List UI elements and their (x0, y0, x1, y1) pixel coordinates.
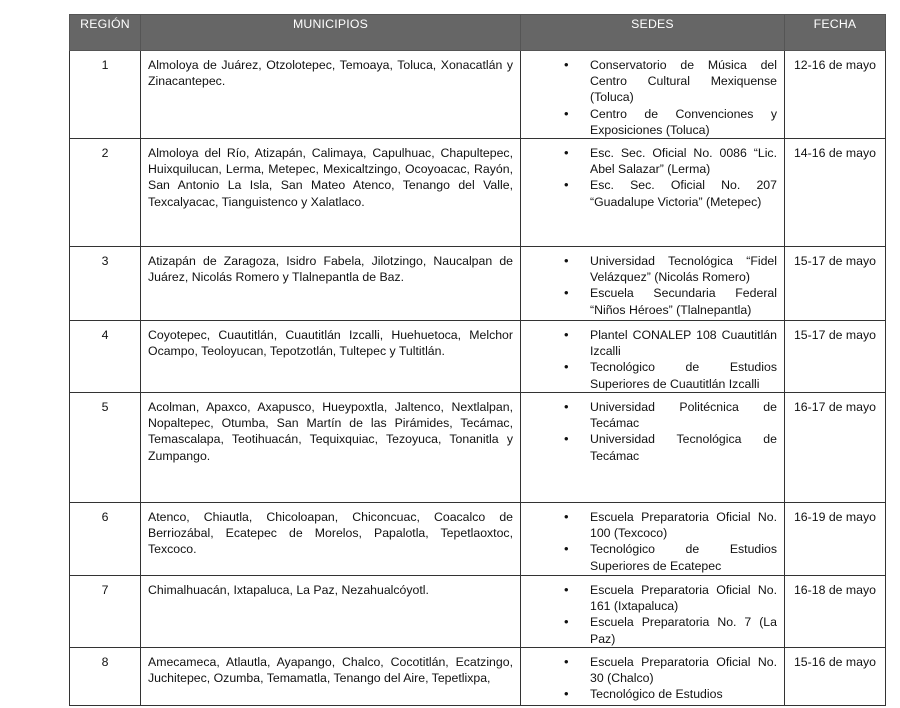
sedes-cell (521, 576, 785, 648)
fecha-cell: 15-17 de mayo (785, 247, 886, 321)
fecha-cell: 16-18 de mayo (785, 576, 886, 648)
sedes-cell (521, 321, 785, 393)
sede-item: • Universidad Tecnológica de Tecámac (528, 431, 777, 463)
municipios-cell: Atenco, Chiautla, Chicoloapan, Chiconcuac, Coacalco de Berriozábal, Ecatepec de Morelos, Papalotla, Tepetlaoxtoc, Texcoco. (141, 503, 521, 576)
sede-item: • Escuela Preparatoria Oficial No. 30 (Chalco) (528, 654, 777, 686)
sedes-cell (521, 139, 785, 247)
sede-item: • Centro de Convenciones y Exposiciones (Toluca) (528, 106, 777, 138)
municipios-cell: Acolman, Apaxco, Axapusco, Hueypoxtla, Jaltenco, Nextlalpan, Nopaltepec, Otumba, San Martín de las Pirámides, Tecámac, Temascalapa, Teotihuacán, Tequixquiac, Tezoyuca, Tonanitla y Zumpango. (141, 393, 521, 503)
table-row (70, 647, 886, 705)
region-number: 2 (70, 139, 141, 247)
table-row (70, 139, 886, 247)
table-row (70, 321, 886, 393)
header-region: REGIÓN (70, 15, 141, 51)
sede-item: • Escuela Secundaria Federal “Niños Héroes” (Tlalnepantla) (528, 285, 777, 317)
sedes-cell (521, 51, 785, 139)
municipios-cell: Amecameca, Atlautla, Ayapango, Chalco, Cocotitlán, Ecatzingo, Juchitepec, Ozumba, Temamatla, Tenango del Aire, Tepetlixpa, (141, 647, 521, 705)
sede-item: • Universidad Politécnica de Tecámac (528, 399, 777, 431)
sede-item: • Escuela Preparatoria No. 7 (La Paz) (528, 614, 777, 646)
fecha-cell: 15-16 de mayo (785, 647, 886, 705)
municipios-cell: Chimalhuacán, Ixtapaluca, La Paz, Nezahualcóyotl. (141, 576, 521, 648)
header-municipios: MUNICIPIOS (141, 15, 521, 51)
sede-item: • Escuela Preparatoria Oficial No. 100 (Texcoco) (528, 509, 777, 541)
municipios-cell: Atizapán de Zaragoza, Isidro Fabela, Jilotzingo, Naucalpan de Juárez, Nicolás Romero y Tlalnepantla de Baz. (141, 247, 521, 321)
fecha-cell: 12-16 de mayo (785, 51, 886, 139)
sede-item: • Tecnológico de Estudios Superiores de Cuautitlán Izcalli (528, 359, 777, 391)
sede-item: • Esc. Sec. Oficial No. 207 “Guadalupe Victoria” (Metepec) (528, 177, 777, 209)
region-number: 8 (70, 647, 141, 705)
sedes-cell (521, 647, 785, 705)
fecha-cell: 15-17 de mayo (785, 321, 886, 393)
sede-item: • Universidad Tecnológica “Fidel Velázquez” (Nicolás Romero) (528, 253, 777, 285)
region-number: 3 (70, 247, 141, 321)
table-row (70, 576, 886, 648)
header-sedes: SEDES (521, 15, 785, 51)
table-row (70, 503, 886, 576)
fecha-cell: 16-19 de mayo (785, 503, 886, 576)
region-number: 7 (70, 576, 141, 648)
sede-item: • Conservatorio de Música del Centro Cultural Mexiquense (Toluca) (528, 57, 777, 106)
fecha-cell: 14-16 de mayo (785, 139, 886, 247)
region-number: 1 (70, 51, 141, 139)
table-row (70, 393, 886, 503)
sede-item: • Tecnológico de Estudios (528, 686, 777, 702)
municipios-cell: Coyotepec, Cuautitlán, Cuautitlán Izcalli, Huehuetoca, Melchor Ocampo, Teoloyucan, Tepotzotlán, Tultepec y Tultitlán. (141, 321, 521, 393)
header-fecha: FECHA (785, 15, 886, 51)
sede-item: • Tecnológico de Estudios Superiores de Ecatepec (528, 541, 777, 573)
region-number: 6 (70, 503, 141, 576)
sede-item: • Esc. Sec. Oficial No. 0086 “Lic. Abel Salazar” (Lerma) (528, 145, 777, 177)
regions-table (69, 14, 886, 706)
municipios-cell: Almoloya de Juárez, Otzolotepec, Temoaya, Toluca, Xonacatlán y Zinacantepec. (141, 51, 521, 139)
table-row (70, 247, 886, 321)
region-number: 5 (70, 393, 141, 503)
fecha-cell: 16-17 de mayo (785, 393, 886, 503)
sedes-cell (521, 393, 785, 503)
sedes-cell (521, 247, 785, 321)
sedes-cell (521, 503, 785, 576)
table-row (70, 51, 886, 139)
municipios-cell: Almoloya del Río, Atizapán, Calimaya, Capulhuac, Chapultepec, Huixquilucan, Lerma, Metepec, Mexicaltzingo, Ocoyoacac, Rayón, San Antonio La Isla, San Mateo Atenco, Tenango del Valle, Texcalyacac, Tianguistenco y Xalatlaco. (141, 139, 521, 247)
sede-item: • Plantel CONALEP 108 Cuautitlán Izcalli (528, 327, 777, 359)
region-number: 4 (70, 321, 141, 393)
table-header-row (70, 15, 886, 51)
sede-item: • Escuela Preparatoria Oficial No. 161 (Ixtapaluca) (528, 582, 777, 614)
